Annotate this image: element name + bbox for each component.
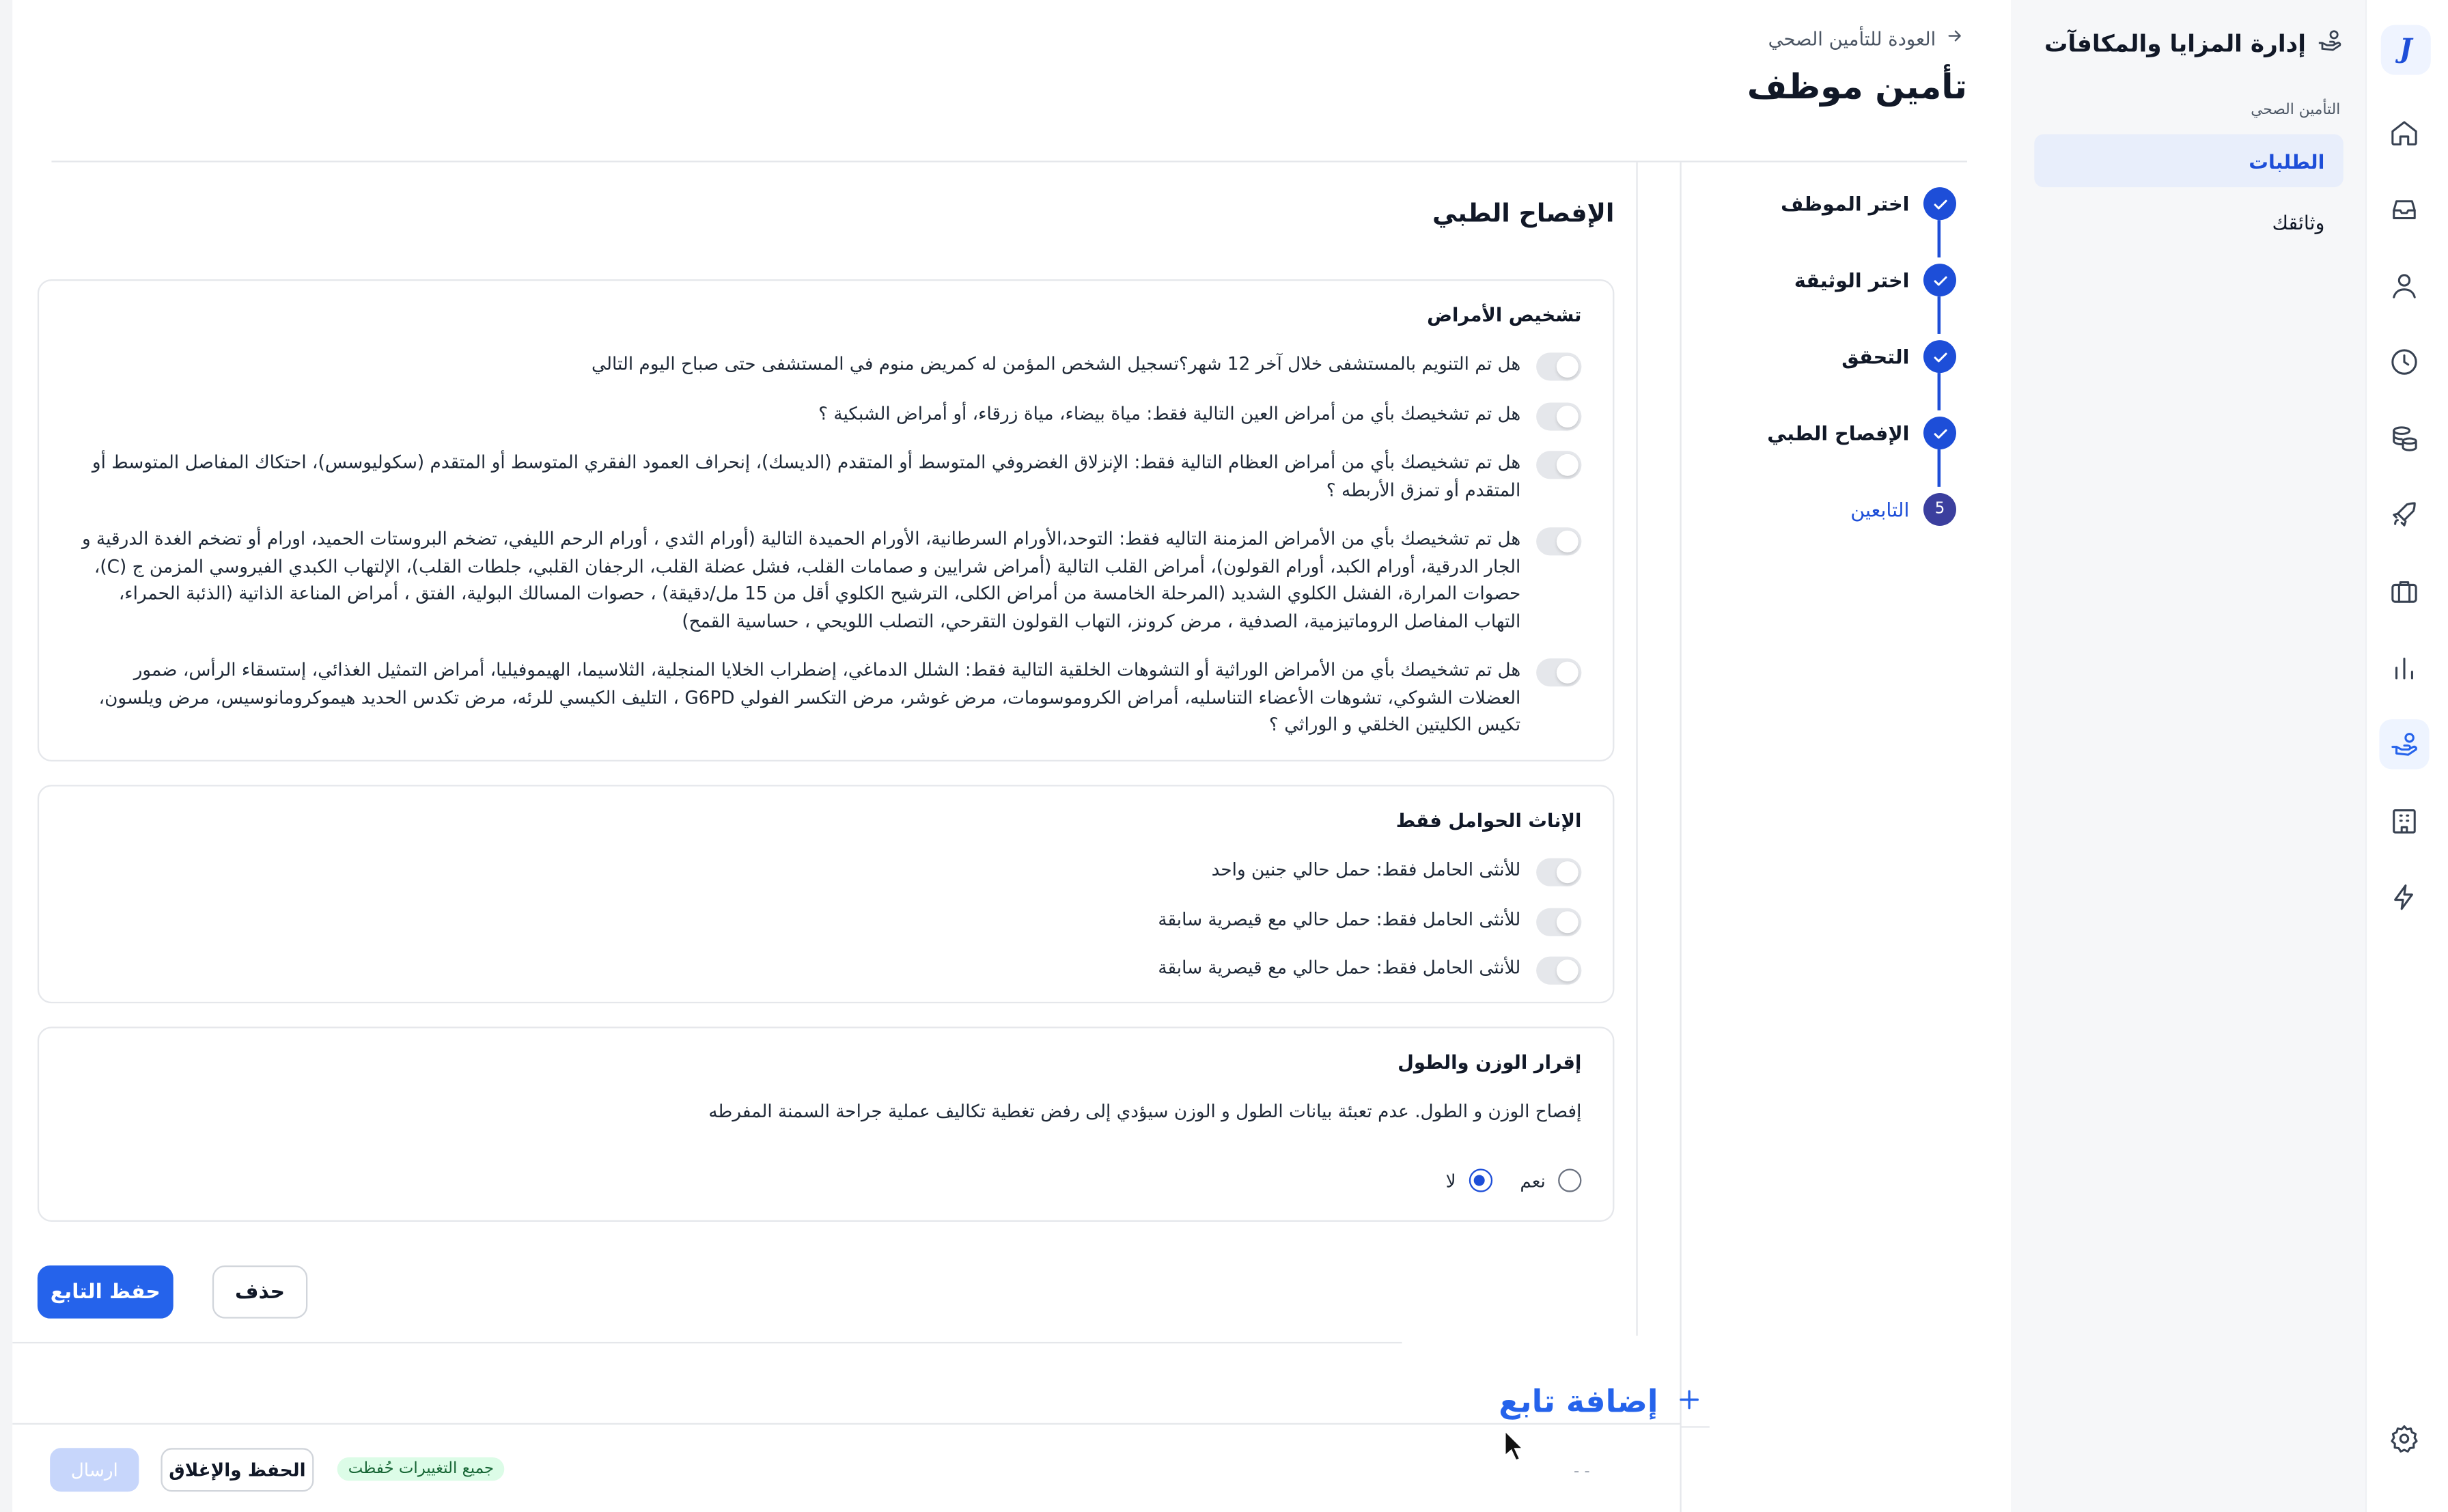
user-icon[interactable] bbox=[2379, 261, 2429, 311]
toggle-switch[interactable] bbox=[1536, 908, 1581, 936]
question-row bbox=[67, 526, 1581, 635]
step-label: اختر الموظف bbox=[1781, 192, 1910, 216]
footer-bar bbox=[12, 1423, 1680, 1512]
benefits-hand-icon bbox=[2315, 27, 2343, 61]
send-button[interactable]: ارسال bbox=[50, 1448, 139, 1492]
yes-no-radio-group bbox=[1446, 1168, 1582, 1192]
clock-icon[interactable] bbox=[2379, 337, 2429, 387]
rocket-icon[interactable] bbox=[2379, 490, 2429, 540]
pregnancy-card bbox=[38, 785, 1615, 1003]
toggle-switch[interactable] bbox=[1536, 527, 1581, 555]
step-select-employee[interactable] bbox=[1781, 187, 1956, 220]
content-divider bbox=[1636, 163, 1637, 1336]
toggle-switch[interactable] bbox=[1536, 451, 1581, 479]
step-label: اختر الوثيقة bbox=[1794, 268, 1910, 292]
settings-icon[interactable] bbox=[2379, 1414, 2429, 1464]
step-label: التحقق bbox=[1841, 344, 1910, 369]
building-icon[interactable] bbox=[2379, 796, 2429, 845]
section-title: الإفصاح الطبي bbox=[1432, 198, 1615, 228]
add-dependent-label: إضافة تابع bbox=[1499, 1382, 1658, 1420]
check-icon bbox=[1923, 264, 1956, 296]
question-row bbox=[1158, 955, 1581, 984]
check-icon bbox=[1923, 340, 1956, 373]
question-text: هل تم تشخيصك بأي من الأمراض الوراثية أو التشوهات الخلقية التالية فقط: الشلل الدماغي، إضطراب الخلايا المنجلية، الثلاسيما، الهيموفيليا، أمراض التمثيل الغذائي، إستسقاء الرأس، ضمور العضلات الشوكي، تشوهات الأعضاء التناسليه، أمراض الكروموسومات، مرض غوشر، مرض التكسر الفولي G6PD ، التليف الكيسي للرئه، مرض تكدس الحديد هيموكرومانوسيس، مرض ويلسون، تكيس الكليتين الخلقي و الوراثي ؟ bbox=[98, 658, 1521, 736]
card-title: الإناث الحوامل فقط bbox=[1395, 809, 1582, 832]
question-text: هل تم تشخيصك بأي من أمراض العظام التالية فقط: الإنزلاق الغضروفي المتوسط أو المتقدم (الديسك)، إنحراف العمود الفقري المتوسط أو المتقدم (سكوليوسس)، احتكاك المفاصل المتوسط أو المتقدم أو تمزق الأربطه ؟ bbox=[92, 451, 1521, 501]
footer-placeholder: - - bbox=[1573, 1464, 1590, 1481]
radio-yes[interactable] bbox=[1558, 1168, 1581, 1192]
step-connector bbox=[1938, 449, 1941, 487]
check-icon bbox=[1923, 187, 1956, 220]
saved-status-badge: جميع التغييرات حُفظت bbox=[337, 1457, 505, 1481]
sidebar-item-requests[interactable] bbox=[2034, 134, 2343, 187]
step-select-policy[interactable] bbox=[1794, 264, 1956, 296]
card-title: تشخيص الأمراض bbox=[1427, 304, 1582, 326]
save-dependent-button[interactable]: حفظ التابع bbox=[38, 1265, 173, 1319]
question-text: هل تم تشخيصك بأي من أمراض العين التالية فقط: مياة بيضاء، مياة زرقاء، أو أمراض الشبكية ؟ bbox=[818, 402, 1521, 425]
question-text: للأنثى الحامل فقط: حمل حالي مع قيصرية سابقة bbox=[1158, 956, 1521, 979]
toggle-switch[interactable] bbox=[1536, 658, 1581, 686]
question-row bbox=[67, 657, 1581, 739]
disclosure-text: إفصاح الوزن و الطول. عدم تعبئة بيانات الطول و الوزن سيؤدي إلى رفض تغطية تكاليف عملية جراحة السمنة المفرطه bbox=[708, 1100, 1582, 1122]
step-number: 5 bbox=[1923, 493, 1956, 526]
step-connector bbox=[1938, 220, 1941, 257]
step-connector bbox=[1938, 373, 1941, 410]
plus-icon bbox=[1677, 1382, 1702, 1420]
inbox-icon[interactable] bbox=[2379, 184, 2429, 234]
step-dependents[interactable] bbox=[1850, 493, 1956, 526]
question-text: للأنثى الحامل فقط: حمل حالي مع قيصرية سابقة bbox=[1158, 908, 1521, 930]
form-bottom-divider bbox=[12, 1342, 1402, 1343]
sidebar-item-documents[interactable] bbox=[2034, 195, 2343, 249]
icon-rail bbox=[2365, 0, 2448, 1512]
arrow-right-icon bbox=[1945, 27, 1964, 50]
radio-yes-label: نعم bbox=[1520, 1169, 1546, 1192]
add-dependent-button[interactable] bbox=[1499, 1382, 1701, 1420]
stepper-divider bbox=[1680, 163, 1681, 1512]
step-medical-disclosure[interactable] bbox=[1767, 417, 1956, 449]
mouse-cursor-icon bbox=[1503, 1429, 1529, 1464]
question-row bbox=[67, 351, 1581, 380]
module-title bbox=[2044, 27, 2343, 61]
home-icon[interactable] bbox=[2379, 108, 2429, 158]
radio-no[interactable] bbox=[1469, 1168, 1492, 1192]
main-content bbox=[12, 0, 2011, 1512]
back-link[interactable] bbox=[1768, 27, 1964, 50]
bar-chart-icon[interactable] bbox=[2379, 643, 2429, 692]
radio-no-label: لا bbox=[1445, 1169, 1456, 1192]
toggle-switch[interactable] bbox=[1536, 858, 1581, 886]
lightning-icon[interactable] bbox=[2379, 872, 2429, 922]
question-row bbox=[67, 401, 1581, 430]
weight-height-card bbox=[38, 1026, 1615, 1222]
benefits-hand-icon[interactable] bbox=[2379, 719, 2429, 769]
secondary-sidebar bbox=[2011, 0, 2365, 1512]
step-connector bbox=[1938, 296, 1941, 334]
step-label: الإفصاح الطبي bbox=[1767, 421, 1910, 445]
delete-button[interactable]: حذف bbox=[212, 1265, 307, 1319]
toggle-switch[interactable] bbox=[1536, 957, 1581, 985]
step-verification[interactable] bbox=[1841, 340, 1956, 373]
module-title-label: إدارة المزايا والمكافآت bbox=[2044, 29, 2306, 58]
diagnosis-card bbox=[38, 279, 1615, 761]
question-text: هل تم التنويم بالمستشفى خلال آخر 12 شهر؟تسجيل الشخص المؤمن له كمريض منوم في المستشفى حتى صباح اليوم التالي bbox=[592, 352, 1521, 375]
window-edge bbox=[0, 0, 12, 1512]
toggle-switch[interactable] bbox=[1536, 352, 1581, 380]
question-row bbox=[67, 449, 1581, 504]
back-link-label: العودة للتأمين الصحي bbox=[1768, 27, 1936, 49]
question-text: هل تم تشخيصك بأي من الأمراض المزمنة التاليه فقط: التوحد،الأورام السرطانية، الأورام الحميدة التالية (أورام الثدي ، أورام الرحم الليفي، تضخم البروستات الحميد، اورام أو تضخم الغدة الدرقية و الجار الدرقية، أورام الكبد، أورام القولون)، أمراض القلب التالية (أمراض شرايين و صمامات القلب، فشل عضلة القلب، الرجفان القلبي، جلطات القلب)، الإلتهاب الكبدي الفيروسي المزمن ج (C)، حصوات المرارة، الفشل الكلوي الشديد (المرحلة الخامسة من أمراض الكلى، الترشيح الكلوي أقل من 15 مل/دقيقة) ، حصوات المسالك البولية، الفتق ، أمراض المناعة الذاتية (الذئبة الحمراء، التهاب المفاصل الروماتيزمية، الصدفية ، مرض كرونز، التهاب القولون التقرحي، التصلب اللويحي ، حساسية القمح) bbox=[81, 527, 1521, 632]
app-logo[interactable]: J bbox=[2381, 25, 2431, 75]
step-label: التابعين bbox=[1850, 497, 1910, 522]
question-row bbox=[1158, 906, 1581, 936]
briefcase-icon[interactable] bbox=[2379, 566, 2429, 616]
card-title: إقرار الوزن والطول bbox=[1397, 1051, 1582, 1074]
page-title: تأمين موظف bbox=[1747, 68, 1967, 108]
sidebar-item-label: وثائقك bbox=[2272, 210, 2325, 234]
toggle-switch[interactable] bbox=[1536, 402, 1581, 430]
save-and-close-button[interactable]: الحفظ والإغلاق bbox=[161, 1448, 314, 1492]
question-text: للأنثى الحامل فقط: حمل حالي جنين واحد bbox=[1211, 858, 1521, 880]
coins-icon[interactable] bbox=[2379, 413, 2429, 463]
sidebar-section-label: التأمين الصحي bbox=[2251, 101, 2341, 119]
question-row bbox=[1212, 856, 1582, 886]
sidebar-item-label: الطلبات bbox=[2249, 149, 2325, 173]
check-icon bbox=[1923, 417, 1956, 449]
